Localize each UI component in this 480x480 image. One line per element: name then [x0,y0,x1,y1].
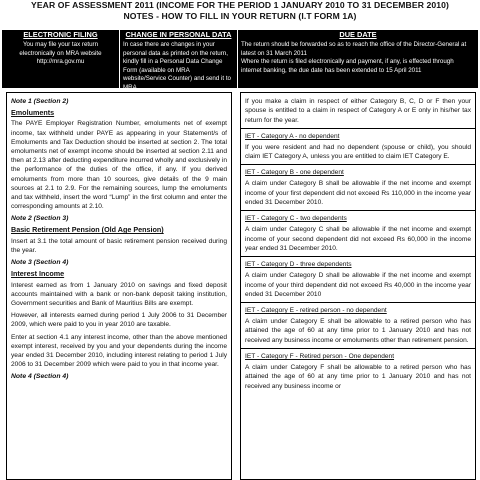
interest-text-1: Interest earned as from 1 January 2010 on savings and fixed deposit accounts maintained with a bank or non-bank deposit taking institution, Government securities and Bank of Mauritius Bills are exempt. [11,281,227,308]
note-1-heading: Note 1 (Section 2) [11,98,69,105]
interest-text-2: However, all interests earned during period 1 July 2006 to 31 December 2009, which were paid to you in year 2010 are taxable. [11,312,227,329]
change-data-box [119,30,238,91]
divider [241,164,475,165]
efiling-title: ELECTRONIC FILING [23,30,98,39]
category-f-text: A claim under Category F shall be allowable to a retired person who has attained the age of 60 at any time prior to 1 January 2010 and has not received any business income or [245,364,471,390]
category-b-text: A claim under Category B shall be allowable if the net income and exempt income of your first dependent did not exceed Rs 110,000 in the income year ended 31 December 2010. [245,180,471,207]
divider [241,256,475,257]
notes-columns [6,92,476,480]
category-a-title: IET - Category A - no dependent [245,132,340,140]
due-date-title: DUE DATE [339,30,377,39]
change-data-title: CHANGE IN PERSONAL DATA [125,30,232,39]
header-subtitle: NOTES - HOW TO FILL IN YOUR RETURN (I.T FORM 1A) [123,11,357,21]
left-column [6,92,232,480]
emoluments-title: Emoluments [11,108,55,117]
category-c-text: A claim under Category C shall be allowable if the net income and exempt income of your second dependent did not exceed Rs 60,000 in the income year ended 31 December 2010. [245,226,471,252]
interest-title: Interest Income [11,269,65,279]
category-c-title: IET - Category C - two dependents [245,215,347,223]
right-column [240,92,476,480]
efiling-text: You may file your tax return electronically on MRA website http://mra.gov.mu [19,41,102,66]
category-f-title: IET - Category F - Retired person - One dependent [245,353,395,361]
info-banner [2,30,478,91]
due-date-text-2: Where the return is filed electronically and payment, if any, is effected through internet banking, the due date has been extended to 15 April 2011 [241,58,454,74]
interest-text-3: Enter at section 4.1 any interest income, other than the above mentioned exempt interest, received by you and your dependents during the income year ended 31 December 2010, including interest relating to period 1 July 2006 to 31 December 2009 which were paid to you in that income year. [11,333,227,369]
category-d-text: A claim under Category D shall be allowable if the net income and exempt income of your third dependent did not exceed Rs 40,000 in the income year ended 31 December 2010 [245,272,471,298]
note-2-heading: Note 2 (Section 3) [11,215,69,223]
divider [241,302,475,303]
divider [241,348,475,349]
category-e-title: IET - Category E - retired person - no dependent [245,307,387,315]
category-b-title: IET - Category B - one dependent [245,169,344,177]
change-data-text: In case there are changes in your personal data as printed on the return, kindly fill in a Personal Data Change Form (available on MRA website/Service Counter) and send it to MRA [123,41,231,91]
page-header [0,0,480,22]
efiling-box [2,30,119,88]
emoluments-text: The PAYE Employer Registration Number, emoluments net of exempt income, tax withheld under PAYE as appearing in your Statement/s of Emoluments and Tax Deduction should be inserted at section 2. The total emoluments net of exempt income should be inserted at section 2.11 and then at 2.13 after deducting expenditure incurred wholly and exclusively in the performance of the duties of the office, if any. If you derived emoluments from more than 10 sources, give details of the 9 main sources at 2.1 to 2.9. For the remaining sources, lump the emoluments and tax withheld, insert the word “Lump” in the first column and enter the corresponding amounts at 2.10. [11,120,227,211]
note-4-heading: Note 4 (Section 4) [11,373,69,381]
pension-text: Insert at 3.1 the total amount of basic retirement pension received during the year. [11,237,227,255]
iet-intro: If you make a claim in respect of either Category B, C, D or F then your spouse is entitled to a claim in respect of Category A or E only in his/her tax return for the year. [245,98,471,124]
divider [241,210,475,211]
category-a-text: If you were resident and had no dependent (spouse or child), you should claim IET Category A, unless you are entitled to claim IET Category E. [245,143,471,161]
pension-title: Basic Retirement Pension (Old Age Pension) [11,225,164,235]
category-d-title: IET - Category D - three dependents [245,261,352,269]
note-3-heading: Note 3 (Section 4) [11,259,69,267]
header-title: YEAR OF ASSESSMENT 2011 (INCOME FOR THE PERIOD 1 JANUARY 2010 TO 31 DECEMBER 2010) [31,0,449,10]
due-date-text-1: The return should be forwarded so as to reach the office of the Director-General at latest on 31 March 2011 [241,41,467,57]
category-e-text: A claim under Category E shall be allowable to a retired person who has attained the age of 60 at any time prior to 1 January 2010 and has not received any business income or emoluments other than retirement pension. [245,318,471,344]
due-date-box [238,30,478,88]
divider [241,128,475,129]
